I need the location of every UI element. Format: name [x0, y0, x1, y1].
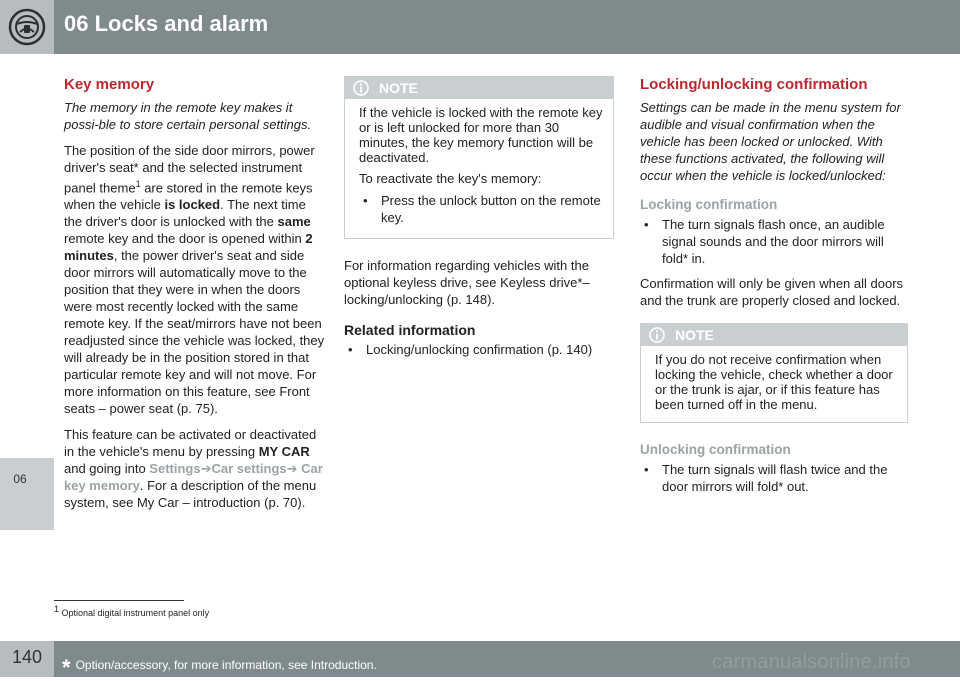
page-number: 140: [12, 647, 43, 667]
note-header: [641, 324, 907, 346]
list-item: • Press the unlock button on the remote key.: [359, 192, 603, 226]
chapter-header: [0, 0, 960, 54]
subheading-locking-confirmation: Locking confirmation: [640, 197, 778, 212]
column-note-related: [344, 76, 614, 366]
note-title: NOTE: [675, 327, 714, 343]
menu-path-car-key-memory: Car key memory: [64, 461, 323, 494]
subheading-unlocking-confirmation: Unlocking confirmation: [640, 442, 791, 457]
column-key-memory: [64, 76, 326, 520]
chapter-title: 06 Locks and alarm: [64, 11, 269, 36]
footnote: $^1$ Optional digital instrument panel only: [54, 604, 210, 618]
intro-locking-confirmation: Settings can be made in the menu system for audible and visual confirmation when the vehicle has been locked or unlocked. With these functions activated, the following will occur when the vehicle is locked/unlocked:: [640, 100, 901, 183]
paragraph-keyless-drive: For information regarding vehicles with the optional keyless drive, see Keyless drive*– locking/unlocking (p. 148).: [344, 258, 590, 307]
note-title: NOTE: [379, 80, 418, 96]
watermark: carmanualsonline.info: [712, 651, 911, 673]
locking-bullet-list: [640, 216, 908, 267]
footnote-marker: 1: [135, 179, 141, 189]
arrow-right-icon: ➔: [200, 461, 212, 477]
note-box-confirmation: [640, 323, 908, 423]
note-box-key-memory: [344, 76, 614, 239]
chapter-tab-label: 06: [13, 472, 27, 486]
note-header: [345, 77, 613, 99]
info-icon: [351, 80, 371, 96]
note-paragraph: If you do not receive confirmation when locking the vehicle, check whether a door or the trunk is ajar, or if this feature has been turned off in the menu.: [655, 352, 893, 412]
info-icon: [647, 327, 667, 343]
note-body: [345, 99, 613, 238]
list-item: • The turn signals flash once, an audible signal sounds and the door mirrors will fold* in.: [640, 216, 908, 267]
note-paragraph: If the vehicle is locked with the remote key or is left unlocked for more than 30 minutes, the key memory function will be deactivated.: [359, 105, 603, 165]
footnote-divider: [54, 600, 184, 601]
note-paragraph: To reactivate the key's memory:: [359, 171, 542, 186]
arrow-right-icon: ➔: [286, 461, 298, 477]
chapter-tab: [0, 458, 54, 530]
page-number-box: [0, 641, 54, 677]
chapter-icon-box: [0, 0, 54, 54]
menu-path-car-settings: Car settings: [211, 461, 287, 477]
section-heading-locking-confirmation: Locking/unlocking confirmation: [640, 76, 868, 93]
paragraph-confirmation-condition: Confirmation will only be given when all doors and the trunk are properly closed and locked.: [640, 276, 904, 308]
list-item: • The turn signals will flash twice and the door mirrors will fold* out.: [640, 461, 908, 495]
paragraph-key-memory-activation: This feature can be activated or deactivated in the vehicle's menu by pressing MY CAR and going into Settings➔Car settings➔ Car key memory. For a description of the menu system, see My Car – introduction (p. 70).: [64, 427, 323, 511]
related-information-list: [344, 341, 614, 358]
note-bullet-list: [359, 192, 603, 226]
unlocking-bullet-list: [640, 461, 908, 495]
steering-wheel-icon: [8, 8, 46, 46]
intro-key-memory: The memory in the remote key makes it possi-ble to store certain personal settings.: [64, 100, 312, 132]
list-item: • Locking/unlocking confirmation (p. 140): [344, 341, 614, 358]
note-body: [641, 346, 907, 422]
paragraph-key-memory-description: The position of the side door mirrors, power driver's seat* and the selected instrument panel theme$^1$ are stored in the remote keys when the vehicle is locked. The next time the driver's door is unlocked with the same remote key and the door is opened within 2 minutes, the power driver's seat and side door mirrors will automatically move to the position that they were in when the doors were most recently locked with the same remote key. If the seat/mirrors have not been readjusted since the vehicle was locked, they will already be in the position stored in that particular remote key and will not move. For more information on this feature, see Front seats – power seat (p. 75).: [64, 143, 325, 417]
chapter-sidebar: [0, 54, 54, 641]
footer-note: * Option/accessory, for more information, see Introduction.: [62, 655, 377, 680]
column-locking-confirmation: [640, 76, 908, 503]
section-heading-key-memory: Key memory: [64, 76, 155, 93]
related-information-heading: Related information: [344, 322, 476, 338]
menu-path-settings: Settings: [149, 461, 201, 477]
